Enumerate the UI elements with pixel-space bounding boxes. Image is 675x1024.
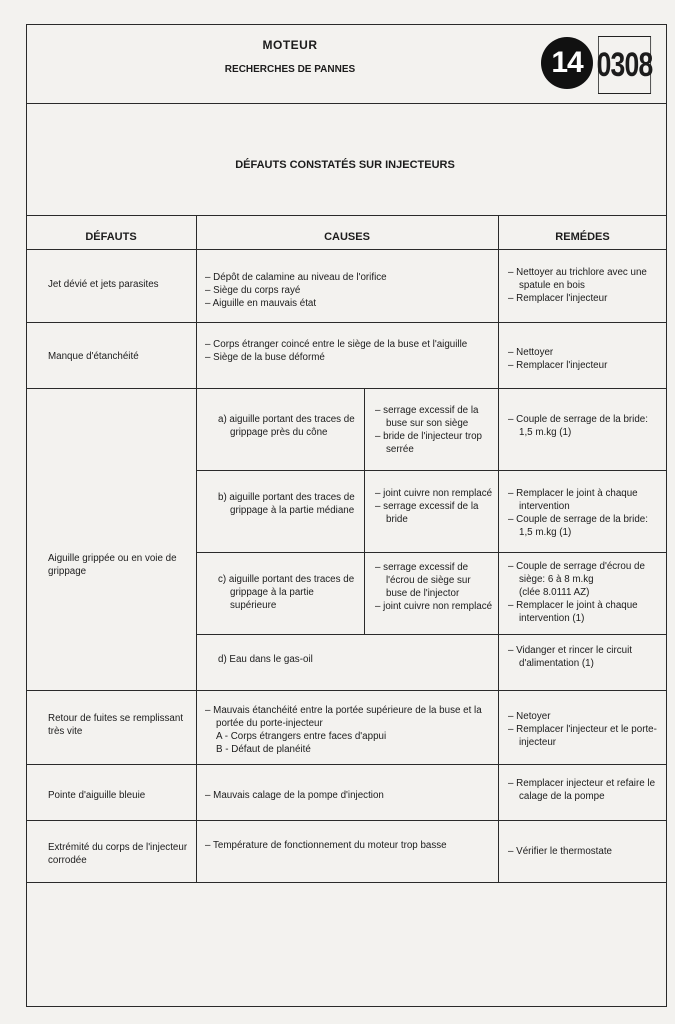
defaut-cell: Pointe d'aiguille bleuie (48, 790, 146, 801)
remedes-cell: – Nettoyer au trichlore avec une spatule en bois – Remplacer l'injecteur (508, 267, 647, 304)
causes-cell: – Mauvais calage de la pompe d'injection (205, 790, 384, 801)
subrow-rule (196, 470, 667, 471)
subrow-rule (196, 552, 667, 553)
subcause-cell: b) aiguille portant des traces de grippage à la partie médiane (218, 492, 355, 516)
remedes-cell: – Couple de serrage d'écrou de siège: 6 à 8 m.kg (clée 8.0111 AZ) – Remplacer le joint à chaque intervention (1) (508, 561, 645, 624)
remedes-cell: – Vidanger et rincer le circuit d'alimentation (1) (508, 645, 632, 669)
header-bottom-rule (26, 249, 667, 250)
subcause-cell: a) aiguille portant des traces de grippage près du cône (218, 414, 355, 438)
col-divider (196, 215, 197, 882)
causes-cell: – Corps étranger coincé entre le siège de la buse et l'aiguille – Siège de la buse déformé (205, 339, 468, 363)
remedes-cell: – Netoyer – Remplacer l'injecteur et le porte-injecteur (508, 711, 657, 748)
page-title: MOTEUR (262, 38, 318, 52)
defaut-cell: Manque d'étanchéité (48, 351, 139, 362)
subcause-cell: c) aiguille portant des traces de grippage à la partie supérieure (218, 574, 355, 611)
subdetail-cell: – serrage excessif de la buse sur son siège – bride de l'injecteur trop serrée (375, 405, 482, 455)
page-subtitle: RECHERCHES DE PANNES (224, 64, 356, 75)
page-bottom-rule (26, 1006, 667, 1007)
remedes-cell: – Nettoyer – Remplacer l'injecteur (508, 347, 608, 371)
col-divider (498, 215, 499, 882)
row-rule (26, 820, 667, 821)
remedes-cell: – Remplacer injecteur et refaire le calage de la pompe (508, 778, 656, 802)
row-rule (26, 388, 667, 389)
defaut-cell: Extrémité du corps de l'injecteur corrodée (48, 842, 188, 866)
remedes-cell: – Vérifier le thermostate (508, 846, 613, 857)
defaut-cell: Aiguille grippée ou en voie de grippage (48, 553, 177, 577)
header-rule (26, 103, 667, 104)
table-bottom-rule (26, 882, 667, 883)
subcol-divider (364, 388, 365, 634)
remedes-cell: – Couple de serrage de la bride: 1,5 m.kg (1) (508, 414, 648, 438)
column-header-defauts: DÉFAUTS (85, 231, 137, 243)
causes-cell: – Température de fonctionnement du moteur trop basse (205, 840, 447, 851)
subdetail-cell: – serrage excessif de l'écrou de siège sur buse de l'injector – joint cuivre non remplacé (375, 562, 493, 612)
subdetail-cell: – joint cuivre non remplacé – serrage excessif de la bride (375, 488, 493, 525)
causes-cell: – Mauvais étanchéité entre la portée supérieure de la buse et la portée du porte-injecteur A - Corps étrangers entre faces d'appui B - Défaut de planéité (205, 705, 482, 755)
column-header-remedes: REMÉDES (555, 231, 610, 243)
table-top-rule (26, 215, 667, 216)
defaut-cell: Retour de fuites se remplissant très vite (48, 713, 184, 737)
row-rule (26, 322, 667, 323)
group-number-badge: 14 (541, 37, 593, 89)
page-code: 0308 (598, 36, 651, 94)
subrow-rule (196, 634, 667, 635)
remedes-cell: – Remplacer le joint à chaque intervention – Couple de serrage de la bride: 1,5 m.kg (1) (508, 488, 648, 538)
defaut-cell: Jet dévié et jets parasites (48, 279, 159, 290)
subcause-cell: d) Eau dans le gas-oil (218, 654, 313, 665)
causes-cell: – Dépôt de calamine au niveau de l'orifice – Siège du corps rayé – Aiguille en mauvais état (205, 272, 387, 309)
section-title: DÉFAUTS CONSTATÉS SUR INJECTEURS (235, 159, 455, 171)
column-header-causes: CAUSES (324, 231, 370, 243)
row-rule (26, 690, 667, 691)
row-rule (26, 764, 667, 765)
